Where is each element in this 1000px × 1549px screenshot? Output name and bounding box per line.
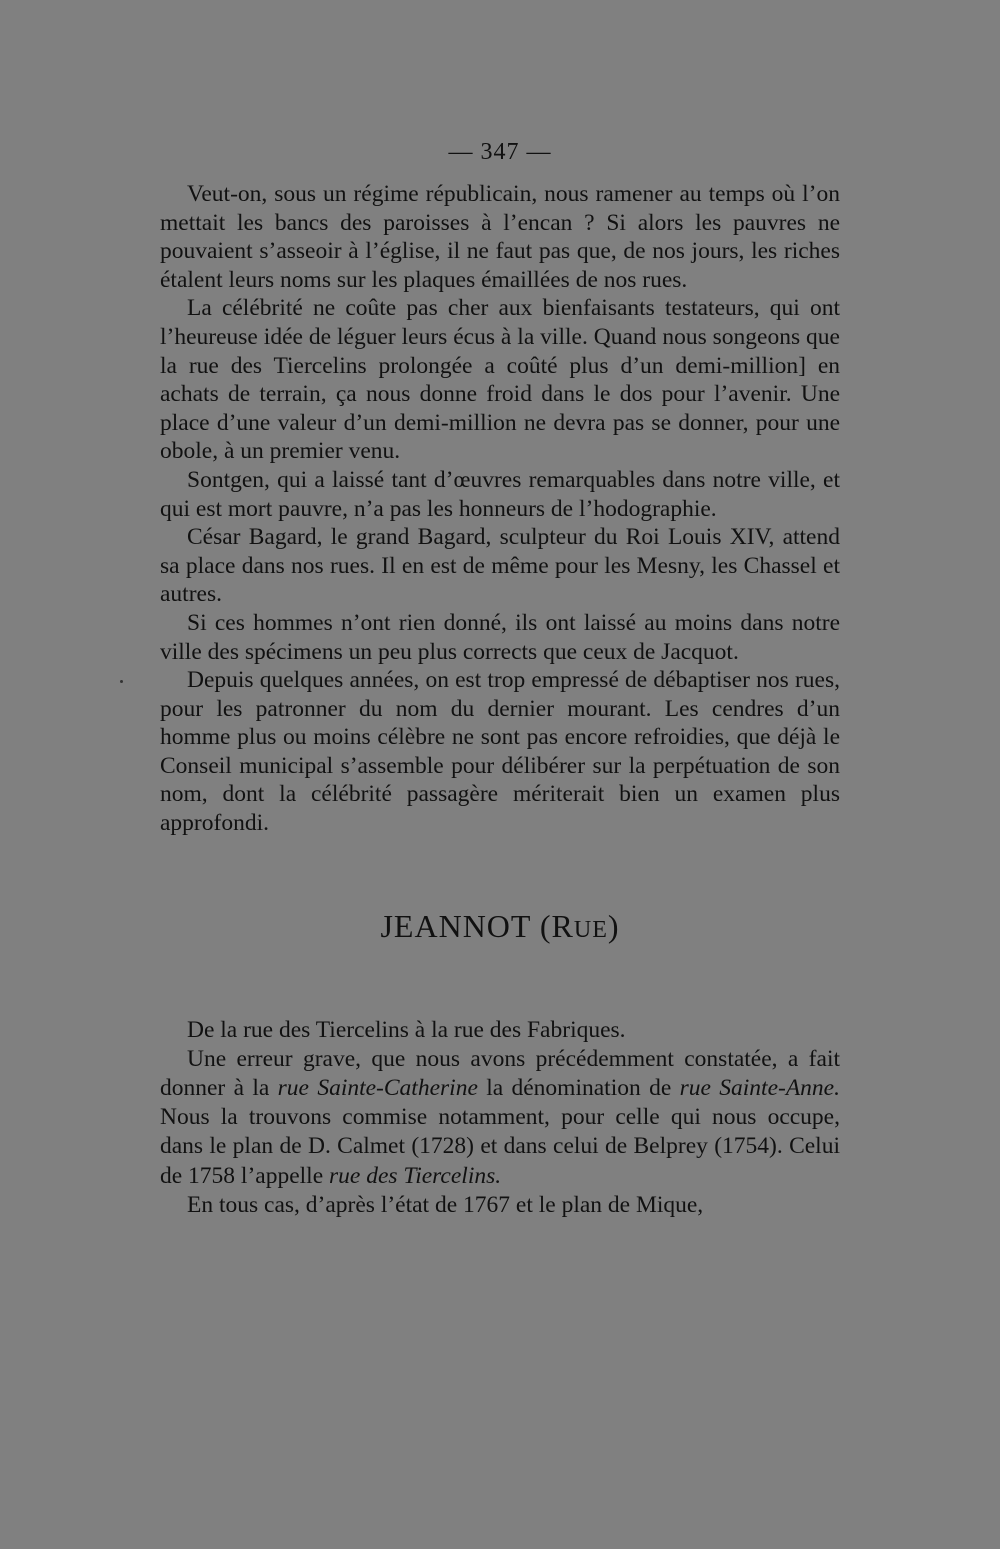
text-run: la dénomination de [477,1075,680,1102]
paragraph-3: Sontgen, qui a laissé tant d’œuvres remarquables dans notre ville, et qui est mort pauvre, n’a pas les honneurs de l’hodographie. [160,466,840,522]
text-run: Nous la trouvons commise notamment, pour celle qui nous occupe, dans le plan de D. Calmet (1728) et dans celui de Belprey (1754). Celui de 1758 l’appelle [160,1104,840,1189]
paragraph-6: Depuis quelques années, on est trop empressé de débaptiser nos rues, pour les patronner du nom du dernier mourant. Les cendres d’un homme plus ou moins célèbre ne sont pas encore refroidies, que déjà le Conseil municipal s’assemble pour délibérer sur la perpétuation de son nom, dont la célébrité passagère mériterait bien un examen plus approfondi. [160,667,840,837]
book-page [160,132,840,1220]
heading-close: ) [607,907,620,944]
paragraph-5: Si ces hommes n’ont rien donné, ils ont laissé au moins dans notre ville des spécimens un peu plus corrects que ceux de Jacquot. [160,609,840,665]
jeannot-location: De la rue des Tiercelins à la rue des Fabriques. [187,1016,626,1043]
heading-main: JEANNOT (R [380,907,574,944]
paragraph-2: La célébrité ne coûte pas cher aux bienfaisants testateurs, qui ont l’heureuse idée de léguer leurs écus à la ville. Quand nous songeons que la rue des Tiercelins prolongée a coûté plus d’un demi-million] en achats de terrain, ça nous donne froid dans le dos pour l’avenir. Une place d’une valeur d’un demi-million ne devra pas se donner, pour une obole, à un premier venu. [160,295,840,465]
page-number: — 347 — [448,139,552,165]
heading-smallcaps: UE [573,916,608,943]
section-heading [160,906,840,950]
jeannot-paragraph-2 [160,1045,840,1191]
italic-street-name: rue Sainte-Anne. [679,1075,840,1102]
section-jeannot [160,1016,840,1220]
italic-street-name: rue des Tiercelins. [329,1162,502,1189]
paragraph-4: César Bagard, le grand Bagard, sculpteur du Roi Louis XIV, attend sa place dans nos rues. Il en est de même pour les Mesny, les Chassel et autres. [160,524,840,608]
section-hodographie [160,180,840,838]
text-run: Une erreur grave, que nous avons précédemment constatée, a fait donner à la [160,1045,840,1102]
italic-street-name: rue Sainte-Catherine [277,1075,478,1102]
margin-speck [120,680,123,683]
paragraph-1: Veut-on, sous un régime républicain, nous ramener au temps où l’on mettait les bancs des paroisses à l’encan ? Si alors les pauvres ne pouvaient s’asseoir à l’église, il ne faut pas que, de nos jours, les riches étalent leurs noms sur les plaques émaillées de nos rues. [160,181,840,293]
jeannot-paragraph-3: En tous cas, d’après l’état de 1767 et le plan de Mique, [187,1191,704,1218]
